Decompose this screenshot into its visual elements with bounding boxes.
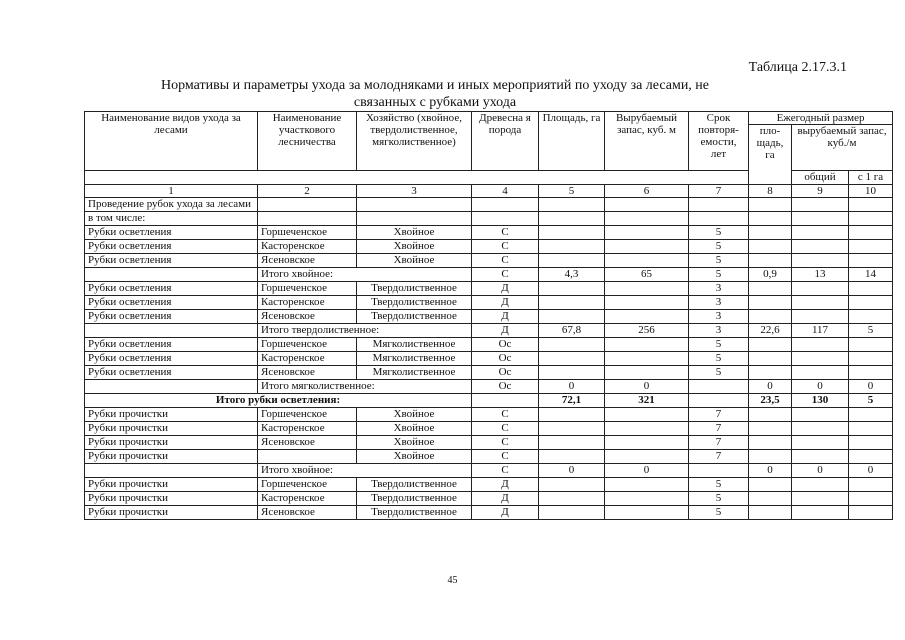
table-cell: Горшеченское <box>258 478 357 492</box>
table-cell: Твердолиственное <box>357 492 472 506</box>
table-cell <box>605 422 689 436</box>
table-cell: С <box>472 464 539 478</box>
table-cell: Рубки прочистки <box>85 408 258 422</box>
column-number: 10 <box>849 185 893 198</box>
table-row <box>85 450 893 464</box>
table-cell <box>749 226 792 240</box>
table-cell <box>792 310 849 324</box>
table-cell: Мягколиственное <box>357 366 472 380</box>
column-numbers-row <box>85 185 893 198</box>
table-cell: 67,8 <box>539 324 605 338</box>
table-cell: Рубки осветления <box>85 282 258 296</box>
table-cell: Д <box>472 282 539 296</box>
table-cell: Итого мягколиственное: <box>258 380 472 394</box>
table-cell <box>689 198 749 212</box>
table-cell: Твердолиственное <box>357 310 472 324</box>
table-cell <box>85 268 258 282</box>
table-cell: Д <box>472 310 539 324</box>
table-row <box>85 478 893 492</box>
table-cell: 256 <box>605 324 689 338</box>
table-cell: 13 <box>792 268 849 282</box>
table-cell <box>539 254 605 268</box>
table-cell: 7 <box>689 436 749 450</box>
table-cell: Хвойное <box>357 240 472 254</box>
table-cell: 0 <box>749 464 792 478</box>
table-cell <box>749 366 792 380</box>
table-cell <box>792 506 849 520</box>
table-cell: 117 <box>792 324 849 338</box>
table-cell <box>605 408 689 422</box>
table-cell <box>689 464 749 478</box>
header-period: Срок повторя-емости, лет <box>689 112 749 171</box>
table-cell <box>539 422 605 436</box>
table-cell: Рубки прочистки <box>85 436 258 450</box>
table-cell: 5 <box>849 394 893 408</box>
table-row <box>85 296 893 310</box>
table-cell <box>849 296 893 310</box>
table-cell <box>85 380 258 394</box>
table-cell: Рубки осветления <box>85 254 258 268</box>
header-annual-stock: вырубаемый запас, куб./м <box>792 125 893 171</box>
table-cell <box>792 226 849 240</box>
table-cell <box>605 366 689 380</box>
table-cell: Ясеновское <box>258 436 357 450</box>
table-cell: Твердолиственное <box>357 506 472 520</box>
table-cell: 5 <box>689 366 749 380</box>
header-annual-size: Ежегодный размер <box>749 112 893 125</box>
table-row <box>85 352 893 366</box>
table-cell: 5 <box>689 492 749 506</box>
table-cell: Д <box>472 506 539 520</box>
table-cell: Твердолиственное <box>357 282 472 296</box>
page-number: 45 <box>447 575 458 586</box>
header-stock: Вырубаемый запас, куб. м <box>605 112 689 171</box>
table-cell: Рубки прочистки <box>85 492 258 506</box>
table-cell <box>792 366 849 380</box>
table-cell: Ос <box>472 338 539 352</box>
table-cell <box>749 492 792 506</box>
table-cell <box>749 296 792 310</box>
subtotal-row <box>85 464 893 478</box>
table-cell: С <box>472 408 539 422</box>
table-cell: Ясеновское <box>258 506 357 520</box>
header-annual-area: пло-щадь, га <box>749 125 792 185</box>
table-cell <box>849 352 893 366</box>
table-cell: 5 <box>689 268 749 282</box>
table-cell <box>539 212 605 226</box>
table-cell: 22,6 <box>749 324 792 338</box>
table-cell: Рубки прочистки <box>85 422 258 436</box>
table-cell <box>539 310 605 324</box>
table-cell: Хвойное <box>357 450 472 464</box>
column-number: 6 <box>605 185 689 198</box>
table-cell: Ос <box>472 352 539 366</box>
table-cell <box>749 310 792 324</box>
table-cell: 7 <box>689 450 749 464</box>
table-cell: 0 <box>792 464 849 478</box>
table-cell: 0 <box>539 464 605 478</box>
table-cell <box>792 254 849 268</box>
table-cell <box>539 338 605 352</box>
table-cell: 0 <box>539 380 605 394</box>
table-cell <box>749 506 792 520</box>
table-row <box>85 492 893 506</box>
table-cell: Рубки осветления <box>85 338 258 352</box>
header-forestry: Наименование участкового лесничества <box>258 112 357 171</box>
table-cell: Рубки осветления <box>85 352 258 366</box>
table-cell: Итого твердолиственное: <box>258 324 472 338</box>
table-cell <box>749 240 792 254</box>
table-cell <box>849 198 893 212</box>
table-cell <box>849 212 893 226</box>
table-cell <box>849 310 893 324</box>
table-cell: Твердолиственное <box>357 478 472 492</box>
table-cell: Хвойное <box>357 226 472 240</box>
table-cell <box>605 506 689 520</box>
table-cell <box>792 478 849 492</box>
table-cell <box>357 198 472 212</box>
norms-table <box>84 111 893 520</box>
table-cell: Мягколиственное <box>357 352 472 366</box>
table-cell <box>689 212 749 226</box>
table-row <box>85 310 893 324</box>
header-per-ha: с 1 га <box>849 171 893 185</box>
column-number: 9 <box>792 185 849 198</box>
table-cell: Итого хвойное: <box>258 268 472 282</box>
table-cell: 0 <box>605 380 689 394</box>
table-row <box>85 198 893 212</box>
table-cell <box>605 478 689 492</box>
table-cell: Касторенское <box>258 296 357 310</box>
table-body <box>85 198 893 520</box>
table-cell: Горшеченское <box>258 282 357 296</box>
table-cell <box>749 338 792 352</box>
table-cell <box>539 408 605 422</box>
table-row <box>85 254 893 268</box>
table-cell: Рубки прочистки <box>85 450 258 464</box>
header-total: общий <box>792 171 849 185</box>
table-cell <box>605 240 689 254</box>
table-cell <box>749 478 792 492</box>
table-cell: 72,1 <box>539 394 605 408</box>
table-cell: 4,3 <box>539 268 605 282</box>
table-cell <box>605 254 689 268</box>
column-number: 8 <box>749 185 792 198</box>
table-cell <box>539 450 605 464</box>
subtotal-row <box>85 380 893 394</box>
table-cell: Горшеченское <box>258 338 357 352</box>
table-cell: 3 <box>689 310 749 324</box>
table-cell: 5 <box>689 226 749 240</box>
table-cell <box>539 226 605 240</box>
table-cell <box>258 198 357 212</box>
table-cell <box>605 310 689 324</box>
table-cell <box>792 436 849 450</box>
table-cell <box>472 394 539 408</box>
header-species: Древесна я порода <box>472 112 539 171</box>
table-row <box>85 226 893 240</box>
table-cell <box>749 282 792 296</box>
table-cell: С <box>472 436 539 450</box>
table-cell <box>689 380 749 394</box>
column-number: 7 <box>689 185 749 198</box>
table-cell: 0 <box>605 464 689 478</box>
subtotal-row <box>85 268 893 282</box>
table-cell <box>539 366 605 380</box>
table-cell: Рубки прочистки <box>85 506 258 520</box>
table-cell: 0 <box>849 380 893 394</box>
table-row <box>85 212 893 226</box>
table-cell <box>849 422 893 436</box>
table-cell: 7 <box>689 408 749 422</box>
table-reference: Таблица 2.17.3.1 <box>748 60 847 75</box>
table-cell: Касторенское <box>258 240 357 254</box>
table-cell: Рубки осветления <box>85 226 258 240</box>
column-number: 3 <box>357 185 472 198</box>
table-cell <box>357 212 472 226</box>
table-cell: Мягколиственное <box>357 338 472 352</box>
table-cell <box>689 394 749 408</box>
table-cell: 5 <box>689 352 749 366</box>
table-cell <box>849 338 893 352</box>
table-cell: Хвойное <box>357 408 472 422</box>
table-cell: Твердолиственное <box>357 296 472 310</box>
table-cell <box>792 198 849 212</box>
table-cell: 5 <box>689 478 749 492</box>
table-cell <box>849 408 893 422</box>
table-cell: Ясеновское <box>258 366 357 380</box>
table-cell: Ясеновское <box>258 310 357 324</box>
table-cell <box>539 282 605 296</box>
table-cell: 5 <box>689 254 749 268</box>
table-cell: Рубки осветления <box>85 366 258 380</box>
table-cell <box>749 408 792 422</box>
table-cell <box>749 450 792 464</box>
table-cell <box>539 436 605 450</box>
table-cell <box>605 492 689 506</box>
grand-total-row <box>85 394 893 408</box>
table-cell: С <box>472 422 539 436</box>
table-cell <box>605 436 689 450</box>
table-cell <box>849 366 893 380</box>
table-cell: Хвойное <box>357 436 472 450</box>
table-cell: 0 <box>849 464 893 478</box>
table-cell <box>539 352 605 366</box>
table-cell: Рубки осветления <box>85 310 258 324</box>
table-cell: С <box>472 254 539 268</box>
table-cell: Касторенское <box>258 492 357 506</box>
table-cell: Д <box>472 296 539 310</box>
table-row <box>85 282 893 296</box>
table-cell <box>749 198 792 212</box>
table-row <box>85 436 893 450</box>
header-row-1 <box>85 112 893 125</box>
table-cell <box>85 464 258 478</box>
table-cell <box>749 352 792 366</box>
table-cell <box>749 212 792 226</box>
table-cell <box>605 198 689 212</box>
table-cell <box>849 506 893 520</box>
table-cell: 3 <box>689 282 749 296</box>
table-cell <box>792 282 849 296</box>
table-cell: Итого рубки осветления: <box>85 394 472 408</box>
table-cell <box>849 492 893 506</box>
table-cell <box>539 198 605 212</box>
table-cell <box>849 240 893 254</box>
table-cell: 5 <box>689 506 749 520</box>
table-cell: Касторенское <box>258 352 357 366</box>
table-cell <box>605 352 689 366</box>
table-cell <box>258 212 357 226</box>
header-area: Площадь, га <box>539 112 605 171</box>
table-cell: Д <box>472 324 539 338</box>
table-cell <box>539 506 605 520</box>
table-cell <box>605 212 689 226</box>
column-number: 2 <box>258 185 357 198</box>
table-cell <box>749 254 792 268</box>
table-cell <box>258 450 357 464</box>
table-cell <box>792 408 849 422</box>
table-cell <box>849 478 893 492</box>
table-cell: Итого хвойное: <box>258 464 472 478</box>
table-cell: Ос <box>472 366 539 380</box>
table-cell <box>472 198 539 212</box>
table-row <box>85 240 893 254</box>
table-cell: Горшеченское <box>258 408 357 422</box>
table-row <box>85 338 893 352</box>
header-work-type: Наименование видов ухода за лесами <box>85 112 258 171</box>
table-cell: 130 <box>792 394 849 408</box>
table-cell <box>792 212 849 226</box>
table-cell <box>792 422 849 436</box>
column-number: 4 <box>472 185 539 198</box>
column-number: 1 <box>85 185 258 198</box>
table-cell: 5 <box>689 338 749 352</box>
table-title: Нормативы и параметры ухода за молодняками и иных мероприятий по уходу за лесами, не связанных с рубками ухода <box>160 78 710 110</box>
table-cell <box>605 282 689 296</box>
table-cell <box>605 226 689 240</box>
table-cell: 7 <box>689 422 749 436</box>
table-cell <box>792 296 849 310</box>
table-cell: Хвойное <box>357 422 472 436</box>
table-cell: 0 <box>749 380 792 394</box>
table-row <box>85 422 893 436</box>
table-cell: 3 <box>689 324 749 338</box>
table-cell: Горшеченское <box>258 226 357 240</box>
table-cell: 65 <box>605 268 689 282</box>
table-cell: 5 <box>849 324 893 338</box>
table-row <box>85 506 893 520</box>
table-cell: 23,5 <box>749 394 792 408</box>
table-cell: 0,9 <box>749 268 792 282</box>
table-cell: С <box>472 268 539 282</box>
subtotal-row <box>85 324 893 338</box>
table-cell <box>849 282 893 296</box>
table-cell <box>472 212 539 226</box>
table-cell: 321 <box>605 394 689 408</box>
table-cell: Рубки осветления <box>85 296 258 310</box>
table-cell <box>85 324 258 338</box>
table-cell <box>849 436 893 450</box>
table-cell: 14 <box>849 268 893 282</box>
table-cell <box>539 296 605 310</box>
table-row <box>85 408 893 422</box>
table-cell <box>792 352 849 366</box>
table-cell: 0 <box>792 380 849 394</box>
table-cell: С <box>472 450 539 464</box>
table-cell: Рубки прочистки <box>85 478 258 492</box>
table-cell <box>792 338 849 352</box>
table-cell <box>849 226 893 240</box>
table-cell: в том числе: <box>85 212 258 226</box>
table-cell <box>849 254 893 268</box>
column-number: 5 <box>539 185 605 198</box>
table-cell: С <box>472 226 539 240</box>
table-cell: Ясеновское <box>258 254 357 268</box>
table-cell <box>539 478 605 492</box>
table-cell: Д <box>472 478 539 492</box>
header-economy: Хозяйство (хвойное, твердолиственное, мягколиственное) <box>357 112 472 171</box>
table-cell <box>849 450 893 464</box>
table-cell <box>539 240 605 254</box>
table-cell <box>749 436 792 450</box>
table-cell: Касторенское <box>258 422 357 436</box>
table-cell: Хвойное <box>357 254 472 268</box>
table-cell: Ос <box>472 380 539 394</box>
table-row <box>85 366 893 380</box>
table-cell <box>792 492 849 506</box>
table-cell: 3 <box>689 296 749 310</box>
table-cell <box>605 450 689 464</box>
table-cell <box>605 296 689 310</box>
table-cell <box>749 422 792 436</box>
table-cell <box>539 492 605 506</box>
table-cell: С <box>472 240 539 254</box>
table-cell <box>605 338 689 352</box>
table-cell: Д <box>472 492 539 506</box>
table-cell <box>792 240 849 254</box>
table-cell: 5 <box>689 240 749 254</box>
table-cell <box>792 450 849 464</box>
table-cell: Проведение рубок ухода за лесами <box>85 198 258 212</box>
table-cell: Рубки осветления <box>85 240 258 254</box>
